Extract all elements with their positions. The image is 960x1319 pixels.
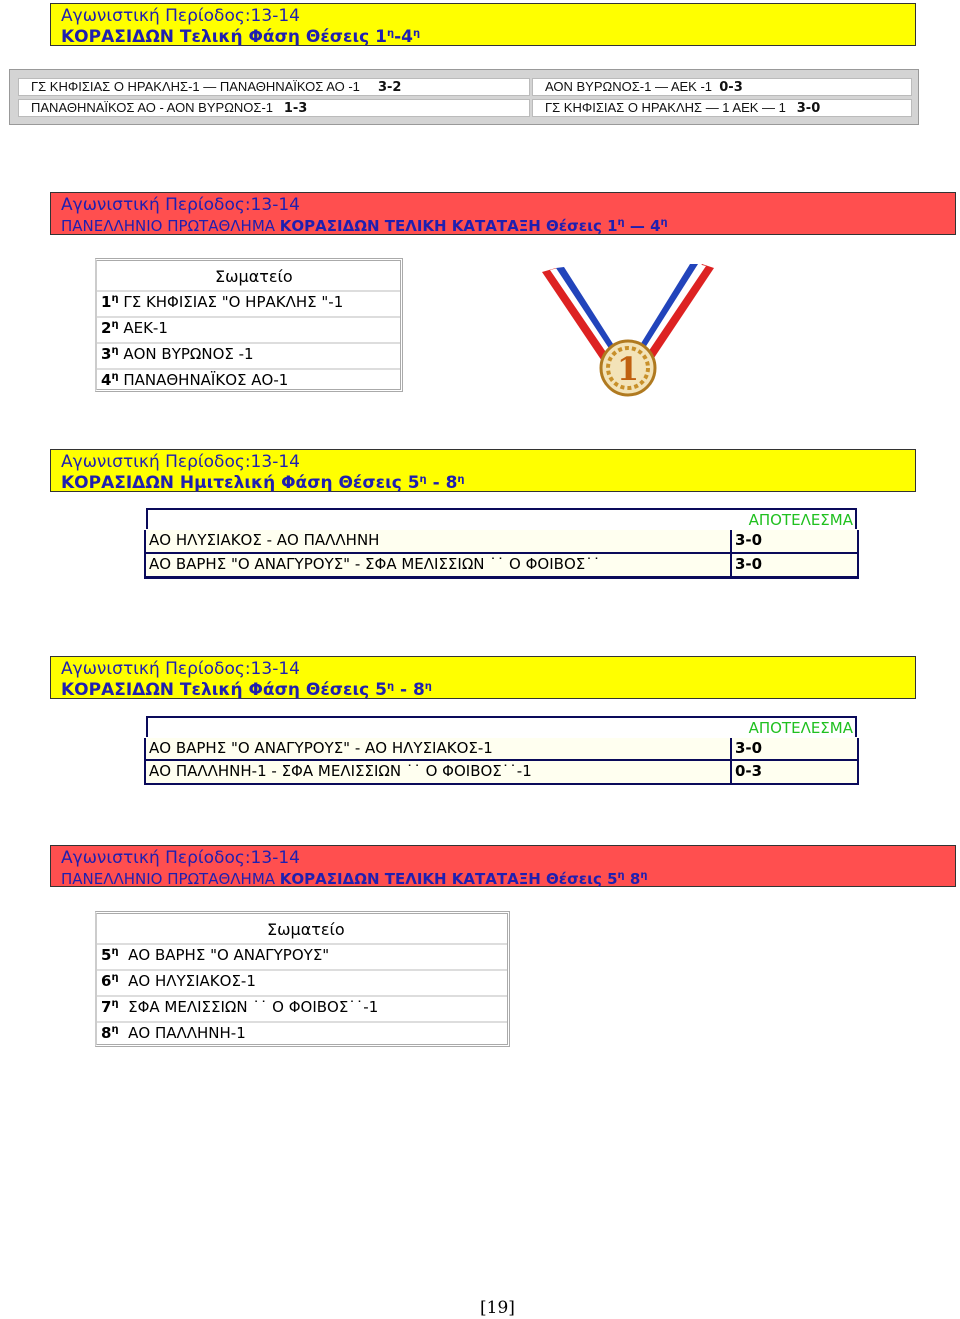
standings-row: $2^\eta$ ΑΕΚ-1: [101, 319, 168, 337]
standings-row: $3^\eta$ ΑΟΝ ΒΥΡΩΝΟΣ -1: [101, 345, 254, 363]
result-r1-left: ΓΣ ΚΗΦΙΣΙΑΣ Ο ΗΡΑΚΛΗΣ-1 — ΠΑΝΑΘΗΝΑΪΚΟΣ ΑΟ -1 3-2: [18, 78, 530, 96]
section-final-5-8-banner: [50, 656, 916, 699]
standings-header: Σωματείο: [215, 267, 293, 286]
section-ranking-1-4-banner: [50, 192, 956, 235]
score-cell: 3-0: [732, 554, 857, 576]
standings-row: $6^\eta$ ΑΟ ΗΛΥΣΙΑΚΟΣ-1: [101, 972, 256, 990]
section-title: Αγωνιστική Περίοδος:13-14: [61, 452, 300, 472]
result-r2-right: ΓΣ ΚΗΦΙΣΙΑΣ Ο ΗΡΑΚΛΗΣ — 1 ΑΕΚ — 1 3-0: [532, 99, 912, 117]
score-cell: 0-3: [732, 761, 857, 783]
section-ranking-5-8-banner: [50, 845, 956, 887]
section-subtitle: ΚΟΡΑΣΙΔΩΝ Τελική Φάση Θέσεις $1^\eta-4^\eta$: [61, 27, 421, 47]
match-cell: ΑΟ ΒΑΡΗΣ "Ο ΑΝΑΓΥΡΟΥΣ" - ΑΟ ΗΛΥΣΙΑΚΟΣ-1: [146, 738, 730, 759]
section-subtitle: ΠΑΝΕΛΛΗΝΙΟ ΠΡΩΤΑΘΛΗΜΑ ΚΟΡΑΣΙΔΩΝ ΤΕΛΙΚΗ ΚΑΤΑΤΑΞΗ Θέσεις $1^\eta$ — $4^\eta$: [61, 217, 668, 235]
section-title: Αγωνιστική Περίοδος:13-14: [61, 659, 300, 679]
match-cell: ΑΟ ΒΑΡΗΣ "Ο ΑΝΑΓΥΡΟΥΣ" - ΣΦΑ ΜΕΛΙΣΣΙΩΝ ˙˙ Ο ΦΟΙΒΟΣ˙˙: [146, 554, 730, 576]
result-column-header: ΑΠΟΤΕΛΕΣΜΑ: [748, 511, 853, 529]
match-cell: ΑΟ ΠΑΛΛΗΝΗ-1 - ΣΦΑ ΜΕΛΙΣΣΙΩΝ ˙˙ Ο ΦΟΙΒΟΣ˙˙-1: [146, 761, 730, 783]
results-grid: [9, 69, 919, 125]
standings-row: $1^\eta$ ΓΣ ΚΗΦΙΣΙΑΣ "Ο ΗΡΑΚΛΗΣ "-1: [101, 293, 344, 311]
section-title: Αγωνιστική Περίοδος:13-14: [61, 848, 300, 868]
match-cell: ΑΟ ΗΛΥΣΙΑΚΟΣ - ΑΟ ΠΑΛΛΗΝΗ: [146, 530, 730, 552]
result-column-header: ΑΠΟΤΕΛΕΣΜΑ: [748, 719, 853, 737]
standings-row: $7^\eta$ ΣΦΑ ΜΕΛΙΣΣΙΩΝ ˙˙ Ο ΦΟΙΒΟΣ˙˙-1: [101, 998, 379, 1016]
standings-table-1-4: [95, 258, 403, 392]
section-title: Αγωνιστική Περίοδος:13-14: [61, 195, 300, 215]
standings-row: $5^\eta$ ΑΟ ΒΑΡΗΣ "Ο ΑΝΑΓΥΡΟΥΣ": [101, 946, 330, 964]
result-r1-right: ΑΟΝ ΒΥΡΩΝΟΣ-1 — ΑΕΚ -1 0-3: [532, 78, 912, 96]
medal-icon: [540, 262, 720, 402]
score-cell: 3-0: [732, 530, 857, 552]
final-5-8-results-table: [144, 716, 859, 785]
section-subtitle: ΠΑΝΕΛΛΗΝΙΟ ΠΡΩΤΑΘΛΗΜΑ ΚΟΡΑΣΙΔΩΝ ΤΕΛΙΚΗ ΚΑΤΑΤΑΞΗ Θέσεις $5^\eta$ $8^\eta$: [61, 870, 648, 888]
standings-row: $4^\eta$ ΠΑΝΑΘΗΝΑΪΚΟΣ ΑΟ-1: [101, 371, 289, 389]
page-number: [19]: [480, 1298, 515, 1318]
standings-table-5-8: [95, 911, 510, 1047]
semifinal-results-table: [144, 508, 859, 579]
score-cell: 3-0: [732, 738, 857, 759]
section-title: Αγωνιστική Περίοδος:13-14: [61, 6, 300, 26]
section-subtitle: ΚΟΡΑΣΙΔΩΝ Ημιτελική Φάση Θέσεις $5^\eta - 8^\eta$: [61, 473, 465, 493]
standings-header: Σωματείο: [267, 920, 345, 939]
section-subtitle: ΚΟΡΑΣΙΔΩΝ Τελική Φάση Θέσεις $5^\eta - 8^\eta$: [61, 680, 432, 700]
result-r2-left: ΠΑΝΑΘΗΝΑΪΚΟΣ ΑΟ - ΑΟΝ ΒΥΡΩΝΟΣ-1 1-3: [18, 99, 530, 117]
section-final-1-4-banner: [50, 3, 916, 46]
section-semifinal-5-8-banner: [50, 449, 916, 492]
standings-row: $8^\eta$ ΑΟ ΠΑΛΛΗΝΗ-1: [101, 1024, 246, 1042]
medal-number: 1: [616, 350, 640, 388]
